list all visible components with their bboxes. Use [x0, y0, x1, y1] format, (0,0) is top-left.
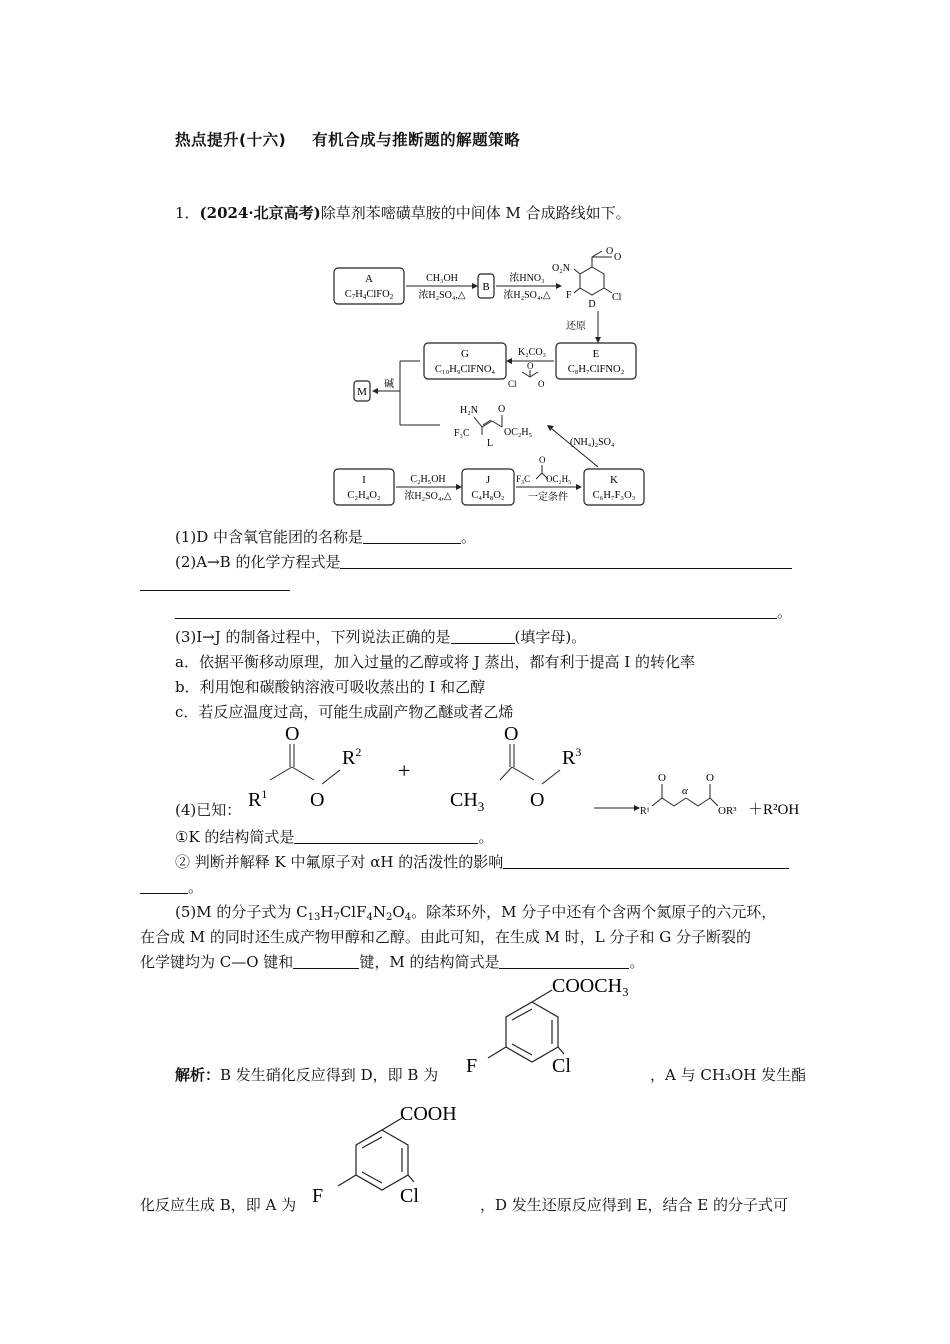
product-o-b: O [706, 772, 714, 784]
B-f: F [466, 1055, 478, 1077]
structure-L [474, 415, 502, 435]
structure-D [574, 251, 612, 295]
B-cl: Cl [552, 1055, 571, 1077]
arrow2-reagent-bottom: 浓H₂SO₄,△ [503, 290, 551, 301]
reduce-label: 还原 [566, 321, 586, 332]
compound-J-label: J [485, 474, 491, 486]
reagent-EG-cl: Cl [508, 379, 517, 389]
arrow-IJ-bottom: 浓H₂SO₄,△ [404, 491, 452, 502]
analysis-line-2a: 化反应生成 B，即 A 为 [140, 1196, 297, 1214]
synthesis-scheme [330, 245, 650, 515]
known-r2: $R^2$ [342, 745, 362, 769]
q2-text: (2)A→B 的化学方程式是 [175, 552, 792, 572]
q5-blank-1[interactable] [293, 954, 359, 969]
known-ch3: $CH_3$ [450, 789, 485, 814]
question-stem: 1．(2024·北京高考)除草剂苯嘧磺草胺的中间体 M 合成路线如下。 [175, 204, 631, 222]
q1-text: (1)D 中含氧官能团的名称是 。 [175, 528, 477, 546]
L-o: O [498, 404, 506, 415]
A-cl: Cl [400, 1185, 419, 1207]
known-o2: O [504, 723, 519, 745]
product-rest: ＋R²OH [748, 802, 800, 818]
q3-text: (3)I→J 的制备过程中，下列说法正确的是 (填字母)。 [175, 628, 587, 646]
page-title: 热点提升(十六) 有机合成与推断题的解题策略 [175, 131, 521, 149]
compound-B-label: B [482, 281, 490, 293]
compound-E-formula: C₈H₇ClFNO₂ [567, 364, 625, 375]
q2-line-3: 。 [175, 602, 792, 622]
q4-2-line-2: 。 [140, 877, 203, 897]
reagent-EG-o-top: O [527, 361, 534, 371]
reagent-KL: (NH₄)₂SO₄ [570, 437, 615, 448]
analysis-line-1b: ，A 与 CH₃OH 发生酯 [650, 1066, 807, 1084]
q5-blank-2[interactable] [499, 954, 629, 969]
q4-2-blank-1[interactable] [503, 854, 789, 869]
L-h2n: H₂N [460, 405, 478, 416]
L-oc2h5: OC₂H₅ [504, 427, 533, 438]
compound-L-label: L [486, 438, 494, 449]
arrow-JK-f3c: F₃C [516, 474, 531, 484]
q4-label: (4)已知： [175, 801, 242, 819]
A-cooh: COOH [400, 1103, 457, 1125]
q3-option-b: b．利用饱和碳酸钠溶液可吸收蒸出的 I 和乙醇 [175, 678, 486, 696]
base-label: 碱 [384, 379, 394, 390]
D-o-ester: O [614, 252, 622, 263]
reagent-EG-o: O [538, 379, 545, 389]
q1-blank[interactable] [363, 529, 461, 544]
compound-M-label: M [357, 386, 367, 398]
L-f3c: F₃C [454, 428, 470, 439]
question-source: (2024·北京高考) [199, 204, 321, 222]
D-f: F [566, 290, 572, 301]
arrow-JK-bottom: 一定条件 [528, 492, 568, 503]
compound-I-formula: C₂H₄O₂ [347, 490, 381, 501]
arrow2-reagent-top: 浓HNO₃ [509, 273, 545, 284]
known-plus: + [398, 758, 411, 783]
q2-blank-3[interactable] [175, 604, 777, 619]
q4-1-blank[interactable] [294, 829, 478, 844]
D-cl: Cl [612, 292, 622, 303]
structure-B [460, 972, 660, 1082]
arrow1-reagent-top: CH₃OH [426, 273, 458, 284]
D-o-top: O [606, 246, 614, 257]
compound-K-formula: C₆H₇F₃O₃ [592, 490, 636, 501]
q3-option-a: a．依据平衡移动原理，加入过量的乙醇或将 J 蒸出，都有利于提高 I 的转化率 [175, 653, 695, 671]
known-o2b: O [530, 789, 545, 811]
compound-G-formula: C₁₀H₉ClFNO₄ [434, 364, 496, 375]
reagent-EG-top: K₂CO₃ [517, 347, 547, 358]
product-o-a: O [658, 772, 666, 784]
arrow-JK-o: O [539, 455, 546, 465]
q2-blank-1[interactable] [340, 554, 792, 569]
q4-1-text: ①K 的结构简式是 。 [175, 828, 494, 846]
q5-line-2: 在合成 M 的同时还生成产物甲醇和乙醇。由此可知，在生成 M 时，L 分子和 G 分子断裂的 [140, 928, 752, 946]
product-alpha: α [682, 785, 688, 797]
analysis-line-1a: 解析：B 发生硝化反应得到 D，即 B 为 [175, 1066, 439, 1084]
A-f: F [312, 1185, 324, 1207]
compound-A-label: A [365, 273, 373, 285]
B-cooch3: COOCH₃ [552, 975, 629, 997]
arrow1-reagent-bottom: 浓H₂SO₄,△ [418, 290, 466, 301]
q5-line-1: (5)M 的分子式为 $C_{13}H_7ClF_4N_2O_4$。除苯环外，M 分子中还有个含两个氮原子的六元环， [175, 903, 777, 923]
product-r1: R¹ [640, 806, 650, 817]
compound-G-label: G [461, 348, 469, 360]
known-reaction-scheme [240, 722, 810, 822]
structure-A [308, 1098, 488, 1210]
q4-2-text: ② 判断并解释 K 中氟原子对 αH 的活泼性的影响 [175, 852, 789, 872]
product-or3: OR³ [718, 805, 737, 817]
q3-blank[interactable] [451, 629, 515, 644]
known-r3: $R^3$ [562, 745, 582, 769]
arrow-JK-oc2h5: OC₂H₅ [546, 474, 572, 484]
known-o1b: O [310, 789, 325, 811]
known-r1: $R^1$ [248, 787, 268, 811]
known-o1: O [285, 723, 300, 745]
compound-D-label: D [588, 299, 596, 310]
q3-option-c: c．若反应温度过高，可能生成副产物乙醚或者乙烯 [175, 703, 514, 721]
compound-K-label: K [610, 474, 618, 486]
compound-E-label: E [592, 348, 600, 360]
q5-line-3: 化学键均为 C—O 键和 键，M 的结构简式是 。 [140, 953, 645, 971]
analysis-line-2b: ，D 发生还原反应得到 E，结合 E 的分子式可 [480, 1196, 788, 1214]
compound-I-label: I [362, 474, 366, 486]
D-o2n: O₂N [552, 263, 570, 274]
compound-J-formula: C₄H₈O₂ [471, 490, 505, 501]
arrow-IJ-top: C₂H₅OH [410, 474, 446, 485]
q2-blank-2[interactable] [140, 590, 290, 591]
compound-A-formula: C7H4ClFO2 [344, 289, 394, 301]
q4-2-blank-2[interactable] [140, 879, 188, 894]
